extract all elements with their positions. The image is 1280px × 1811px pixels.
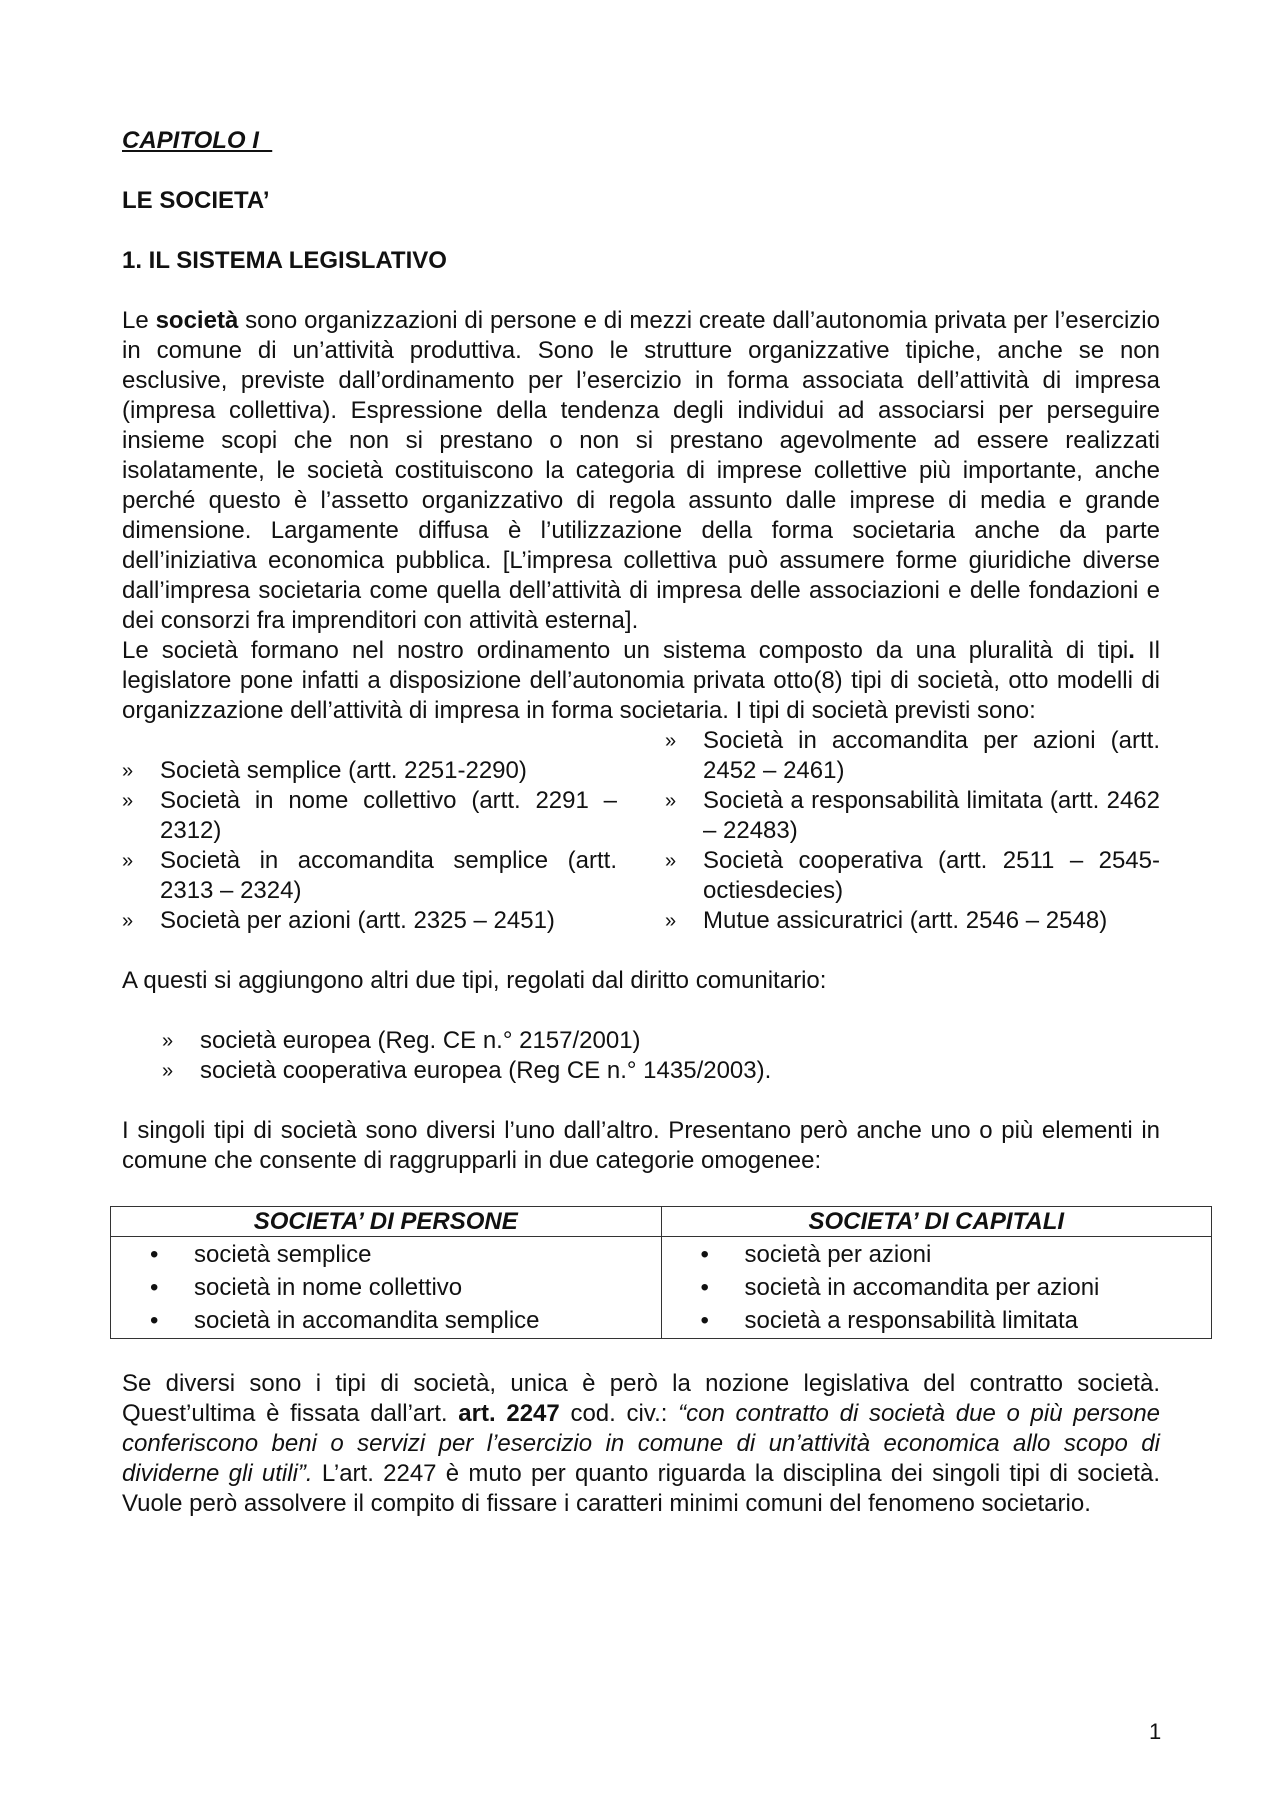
bullet-icon: » [665, 790, 677, 812]
definition-article-ref: art. 2247 [458, 1400, 560, 1427]
intro-rest: sono organizzazioni di persone e di mezzi create dall’autonomia privata per l’esercizio in comune di un’attività produttiva. Sono le strutture organizzative tipiche, anche se non esclusive, previste dall’ordinamento per l’esercizio in forma associata dell’attività di impresa (impresa collettiva). Espressione della tendenza degli individui ad associarsi per perseguire insieme scopi che non si prestano o non si prestano agevolmente ad essere realizzati isolatamente, le società costituiscono la categoria di imprese collettive più importante, anche perché questo è l’assetto organizzativo di regola assunto dalle imprese di media e grande dimensione. Largamente diffusa è l’utilizzazione della forma societaria anche da parte dell’iniziativa economica pubblica. [L’impresa collettiva può assumere forme giuridiche diverse dall’impresa societaria come quella dell’attività di impresa delle associazioni e delle fondazioni e dei consorzi fra imprenditori con attività esterna]. [122, 307, 1160, 634]
list-item [701, 1271, 1211, 1304]
bullet-icon: » [665, 850, 677, 872]
company-types-list [122, 726, 1160, 936]
list-item [665, 846, 1160, 906]
list-item [122, 1056, 1160, 1086]
list-item [122, 906, 617, 936]
bullet-icon: » [122, 760, 134, 782]
bullet-icon: » [162, 1030, 174, 1052]
category-item-text: società semplice [194, 1241, 372, 1268]
definition-quote: “con contratto di società due o più persone conferiscono beni o servizi per l’esercizio in comune di un’attività economica allo scopo di dividerne gli utili”. [122, 1400, 1161, 1487]
list-item [122, 786, 617, 846]
bullet-dot-icon: • [150, 1241, 159, 1268]
definition-paragraph [122, 1369, 1160, 1519]
community-types-list [122, 1026, 1160, 1086]
list-item [665, 906, 1160, 936]
category-item-text: società in accomandita semplice [194, 1307, 540, 1334]
list-item [150, 1238, 660, 1271]
types-text-after: Il legislatore pone infatti a disposizione dell’autonomia privata otto(8) tipi di società, otto modelli di organizzazione dell’attività di impresa in forma societaria. I tipi di società previsti sono: [122, 637, 1160, 724]
definition-part-2: cod. civ.: [559, 1400, 679, 1427]
bullet-dot-icon: • [700, 1274, 709, 1301]
company-type-text: Società per azioni (artt. 2325 – 2451) [160, 907, 555, 934]
types-paragraph [122, 636, 1160, 726]
page-number: 1 [1149, 1719, 1162, 1744]
bullet-icon: » [122, 790, 134, 812]
table-header-row [111, 1207, 1212, 1237]
company-type-text: Società in nome collettivo (artt. 2291 – 2312) [160, 787, 617, 844]
company-type-text: Società in accomandita semplice (artt. 2313 – 2324) [160, 847, 617, 904]
types-text-before: Le società formano nel nostro ordinamento un sistema composto da una pluralità di tipi [122, 637, 1129, 664]
list-item [122, 756, 617, 786]
section-heading: 1. IL SISTEMA LEGISLATIVO [122, 247, 447, 274]
page-content [122, 126, 1160, 1519]
company-type-text: Società semplice (artt. 2251-2290) [160, 757, 527, 784]
bullet-dot-icon: • [700, 1241, 709, 1268]
cell-societa-persone [111, 1237, 662, 1339]
company-type-text: Società cooperativa (artt. 2511 – 2545-octiesdecies) [703, 847, 1160, 904]
intro-lead: Le [122, 307, 156, 334]
types-bold-dot: . [1128, 637, 1135, 664]
list-item [122, 846, 617, 906]
category-item-text: società in accomandita per azioni [744, 1274, 1100, 1301]
categories-intro: I singoli tipi di società sono diversi l’uno dall’altro. Presentano però anche uno o più elementi in comune che consente di raggrupparli in due categorie omogenee: [122, 1117, 1160, 1174]
company-types-right-column [665, 726, 1160, 936]
list-item [150, 1304, 660, 1337]
list-item [665, 726, 1160, 786]
bullet-icon: » [122, 910, 134, 932]
list-item [122, 1026, 1160, 1056]
table-row [111, 1237, 1212, 1339]
category-item-text: società a responsabilità limitata [744, 1307, 1079, 1334]
categories-table [110, 1206, 1212, 1339]
bullet-icon: » [162, 1060, 174, 1082]
bullet-dot-icon: • [150, 1307, 159, 1334]
list-item [665, 786, 1160, 846]
header-societa-capitali: SOCIETA’ DI CAPITALI [661, 1207, 1212, 1237]
community-type-text: società europea (Reg. CE n.° 2157/2001) [200, 1027, 641, 1054]
definition-part-3: L’art. 2247 è muto per quanto riguarda la disciplina dei singoli tipi di società. Vuole però assolvere il compito di fissare i caratteri minimi comuni del fenomeno societario. [122, 1460, 1160, 1517]
category-item-text: società in nome collettivo [194, 1274, 463, 1301]
intro-term: società [155, 307, 239, 334]
definition-part-1: Se diversi sono i tipi di società, unica è però la nozione legislativa del contratto società. Quest’ultima è fissata dall’art. [122, 1370, 1160, 1427]
company-type-text: Società a responsabilità limitata (artt. 2462 – 22483) [703, 787, 1160, 844]
chapter-heading: CAPITOLO I [122, 127, 273, 154]
intro-paragraph [122, 306, 1160, 636]
company-type-text: Società in accomandita per azioni (artt. 2452 – 2461) [703, 727, 1160, 784]
list-item [701, 1238, 1211, 1271]
bullet-icon: » [665, 910, 677, 932]
company-types-left-column [122, 726, 617, 936]
list-item [701, 1304, 1211, 1337]
community-intro: A questi si aggiungono altri due tipi, regolati dal diritto comunitario: [122, 967, 827, 994]
bullet-dot-icon: • [700, 1307, 709, 1334]
chapter-title: LE SOCIETA’ [122, 187, 270, 214]
community-type-text: società cooperativa europea (Reg CE n.° 1435/2003). [200, 1057, 772, 1084]
bullet-icon: » [122, 850, 134, 872]
list-item [150, 1271, 660, 1304]
bullet-dot-icon: • [150, 1274, 159, 1301]
cell-societa-capitali [661, 1237, 1212, 1339]
bullet-icon: » [665, 730, 677, 752]
header-societa-persone: SOCIETA’ DI PERSONE [111, 1207, 662, 1237]
company-type-text: Mutue assicuratrici (artt. 2546 – 2548) [703, 907, 1108, 934]
category-item-text: società per azioni [744, 1241, 932, 1268]
